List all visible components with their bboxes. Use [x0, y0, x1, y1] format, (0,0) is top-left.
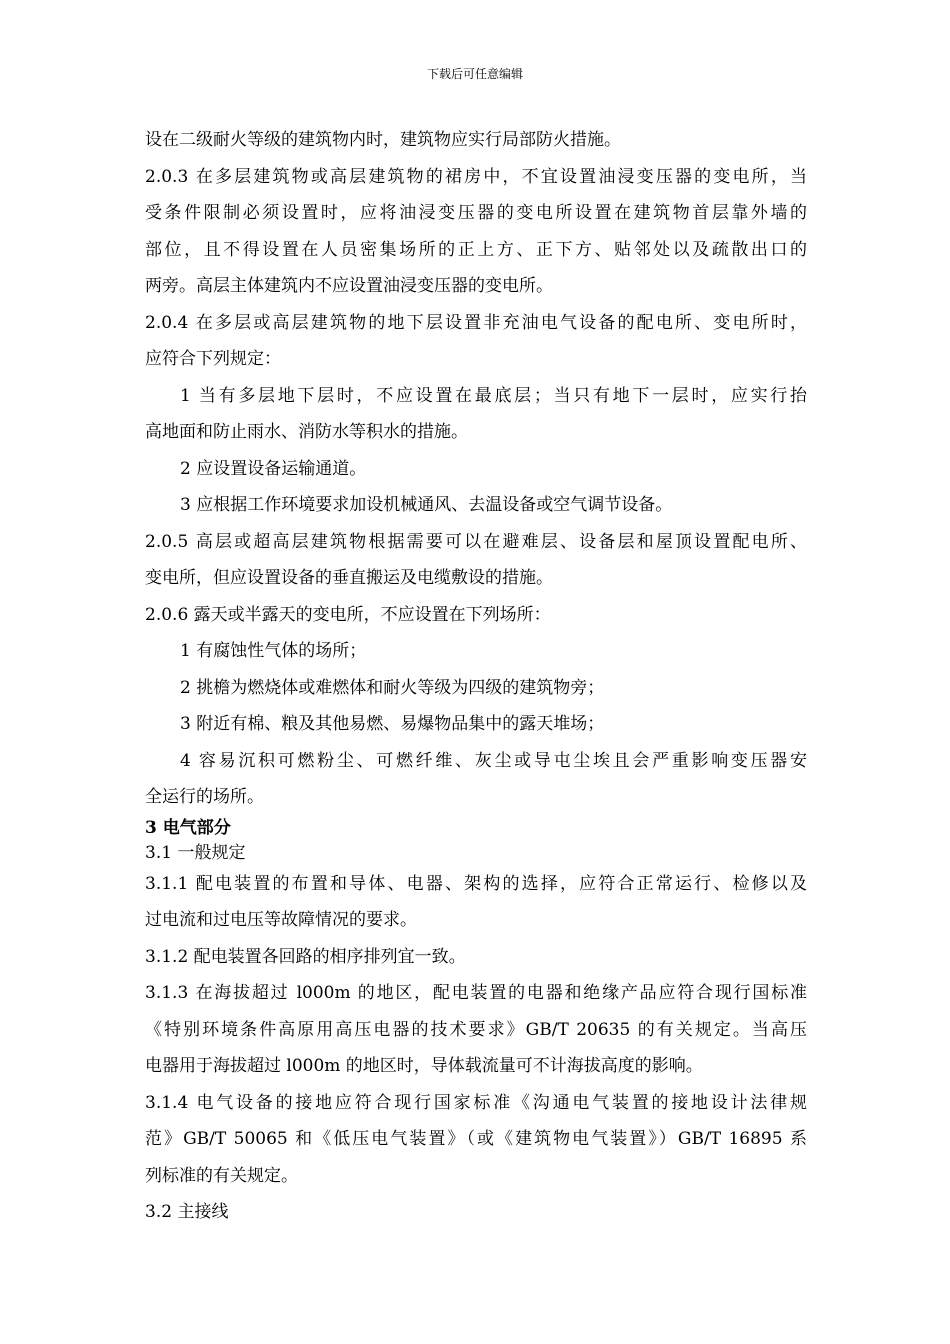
subsection-heading: 3.2 主接线: [145, 1202, 229, 1222]
text-line: 变电所，但应设置设备的垂直搬运及电缆敷设的措施。: [145, 568, 553, 588]
text-line: 3.1.3 在海拔超过 l000m 的地区，配电装置的电器和绝缘产品应符合现行国标准: [145, 983, 807, 1003]
text-line: 1 有腐蚀性气体的场所；: [180, 641, 367, 661]
text-line: 3.1.4 电气设备的接地应符合现行国家标准《沟通电气装置的接地设计法律规: [145, 1092, 807, 1113]
text-line: 电器用于海拔超过 l000m 的地区时，导体载流量可不计海拔高度的影响。: [145, 1056, 703, 1076]
text-line: 2.0.4 在多层或高层建筑物的地下层设置非充油电气设备的配电所、变电所时，: [145, 312, 807, 333]
text-line: 应符合下列规定：: [145, 349, 281, 369]
text-line: 列标准的有关规定。: [145, 1165, 298, 1186]
subsection-heading: 3.1 一般规定: [145, 842, 246, 863]
page-header: 下载后可任意编辑: [426, 67, 523, 81]
text-line: 《特别环境条件高原用高压电器的技术要求》GB/T 20635 的有关规定。当高压: [145, 1019, 807, 1040]
text-line: 3 应根据工作环境要求加设机械通风、去温设备或空气调节设备。: [180, 495, 673, 515]
text-line: 3 附近有棉、粮及其他易燃、易爆物品集中的露天堆场；: [180, 714, 605, 734]
text-line: 3.1.1 配电装置的布置和导体、电器、架构的选择，应符合正常运行、检修以及: [145, 873, 807, 894]
text-line: 4 容易沉积可燃粉尘、可燃纤维、灰尘或导屯尘埃且会严重影响变压器安: [180, 750, 807, 771]
text-line: 2.0.6 露天或半露天的变电所，不应设置在下列场所：: [145, 604, 551, 625]
text-line: 范》GB/T 50065 和《低压电气装置》（或《建筑物电气装置》）GB/T 16895 系: [145, 1129, 807, 1149]
text-line: 2.0.3 在多层建筑物或高层建筑物的裙房中，不宜设置油浸变压器的变电所，当: [145, 166, 807, 187]
document-body: [145, 122, 807, 1231]
text-line: 两旁。高层主体建筑内不应设置油浸变压器的变电所。: [145, 276, 553, 296]
section-heading: 3 电气部分: [145, 817, 231, 838]
text-line: 高地面和防止雨水、消防水等积水的措施。: [145, 422, 468, 442]
text-line: 全运行的场所。: [145, 787, 264, 807]
text-line: 设在二级耐火等级的建筑物内时，建筑物应实行局部防火措施。: [145, 130, 621, 150]
text-line: 过电流和过电压等故障情况的要求。: [145, 910, 417, 930]
text-line: 2 挑檐为燃烧体或难燃体和耐火等级为四级的建筑物旁；: [180, 677, 605, 698]
text-line: 3.1.2 配电装置各回路的相序排列宜一致。: [145, 946, 466, 967]
text-line: 受条件限制必须设置时，应将油浸变压器的变电所设置在建筑物首层靠外墙的: [145, 203, 807, 223]
text-line: 1 当有多层地下层时，不应设置在最底层；当只有地下一层时，应实行抬: [180, 385, 807, 406]
text-line: 2 应设置设备运输通道。: [180, 458, 367, 479]
text-line: 部位，且不得设置在人员密集场所的正上方、正下方、贴邻处以及疏散出口的: [145, 239, 807, 260]
text-line: 2.0.5 高层或超高层建筑物根据需要可以在避难层、设备层和屋顶设置配电所、: [145, 531, 807, 552]
